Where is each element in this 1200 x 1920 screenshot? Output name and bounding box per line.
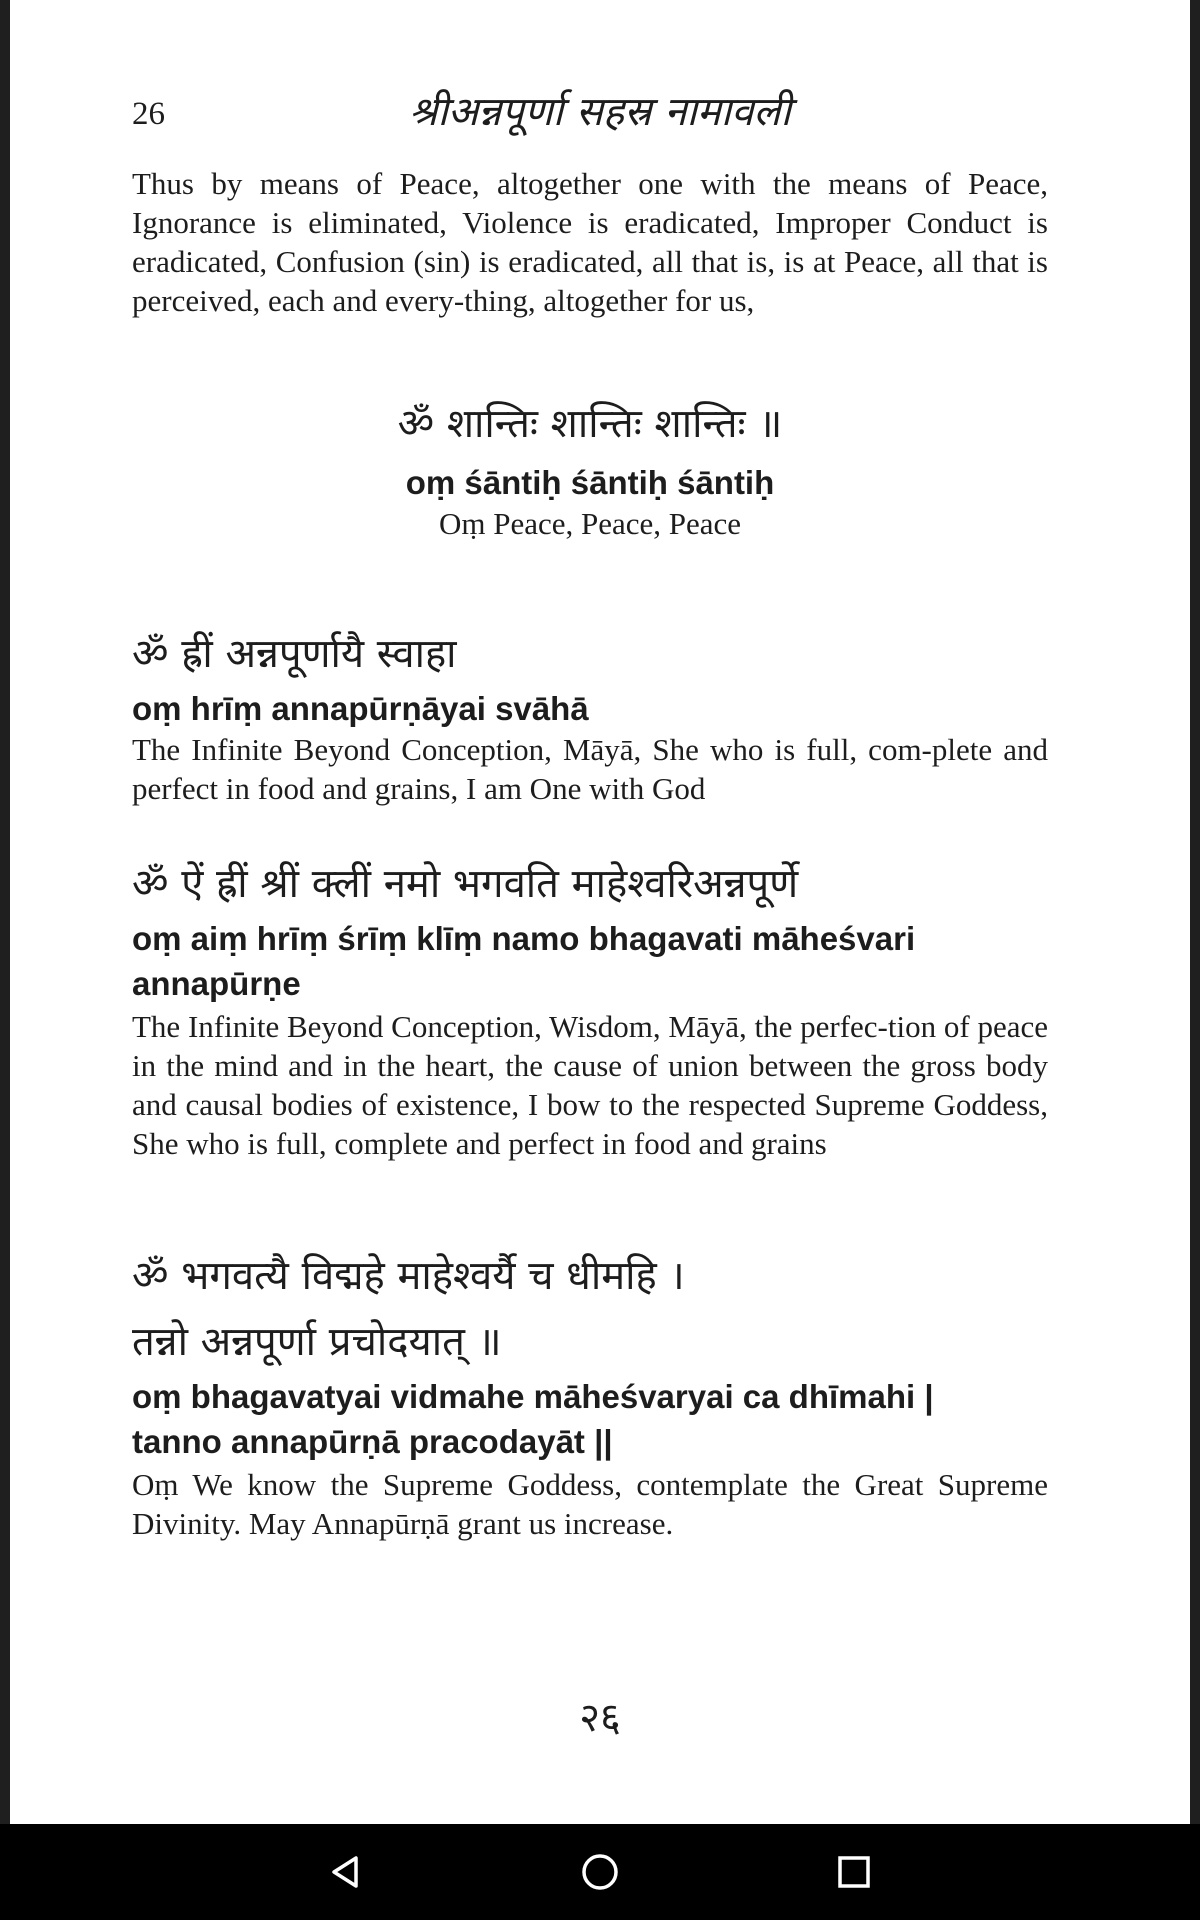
mantra-1-devanagari: ॐ ह्रीं अन्नपूर्णायै स्वाहा (132, 631, 457, 677)
home-circle-icon (579, 1851, 621, 1893)
page-right-edge (1190, 0, 1200, 1824)
mantra-3-devanagari-line-1: ॐ भगवत्यै विद्महे माहेश्वर्यै च धीमहि । (132, 1253, 685, 1299)
mantra-1-transliteration: oṃ hrīṃ annapūrṇāyai svāhā (132, 690, 589, 727)
recents-square-icon (834, 1852, 874, 1892)
shanti-devanagari: ॐ शान्तिः शान्तिः शान्तिः ॥ (397, 401, 783, 447)
mantra-2-devanagari: ॐ ऐं ह्रीं श्रीं क्लीं नमो भगवति माहेश्वरिअन्नपूर्णे (132, 861, 799, 907)
back-triangle-icon (326, 1852, 366, 1892)
footer-page-number: २६ (579, 1695, 621, 1741)
page-left-edge (0, 0, 10, 1824)
home-button[interactable] (572, 1844, 628, 1900)
shanti-transliteration: oṃ śāntiḥ śāntiḥ śāntiḥ (405, 464, 775, 501)
mantra-2-transliteration-line-2: annapūrṇe (132, 965, 301, 1002)
mantra-2-transliteration-line-1: oṃ aiṃ hrīṃ śrīṃ klīṃ namo bhagavati māheśvari (132, 920, 916, 957)
running-title: श्रीअन्नपूर्णा सहस्र नामावली (409, 89, 791, 135)
shanti-translation: Oṃ Peace, Peace, Peace (438, 506, 742, 541)
intro-paragraph: Thus by means of Peace, altogether one with the means of Peace, Ignorance is eliminated, Violence is eradicated, Improper Conduct is eradicated, Confusion (sin) is eradicated, all that is, is at Peace, all that is perceived, each and every-thing, altogether for us, (132, 166, 1048, 318)
book-page (10, 0, 1190, 1824)
mantra-3-devanagari-line-2: तन्नो अन्नपूर्णा प्रचोदयात् ॥ (132, 1319, 502, 1365)
recents-button[interactable] (826, 1844, 882, 1900)
system-navigation-bar (0, 1824, 1200, 1920)
mantra-3-transliteration-line-2: tanno annapūrṇā pracodayāt || (132, 1423, 613, 1460)
mantra-2-translation: The Infinite Beyond Conception, Wisdom, Māyā, the perfec-tion of peace in the mind and in the heart, the cause of union between the gross body and causal bodies of existence, I bow to the respected Supreme Goddess, She who is full, complete and perfect in food and grains (132, 1009, 1048, 1161)
back-button[interactable] (318, 1844, 374, 1900)
mantra-3-transliteration-line-1: oṃ bhagavatyai vidmahe māheśvaryai ca dhīmahi | (132, 1378, 934, 1415)
page-number: 26 (132, 96, 165, 132)
mantra-3-translation: Oṃ We know the Supreme Goddess, contemplate the Great Supreme Divinity. May Annapūrṇā grant us increase. (132, 1467, 1048, 1541)
mantra-1-translation: The Infinite Beyond Conception, Māyā, She who is full, com-plete and perfect in food and grains, I am One with God (132, 732, 1048, 806)
